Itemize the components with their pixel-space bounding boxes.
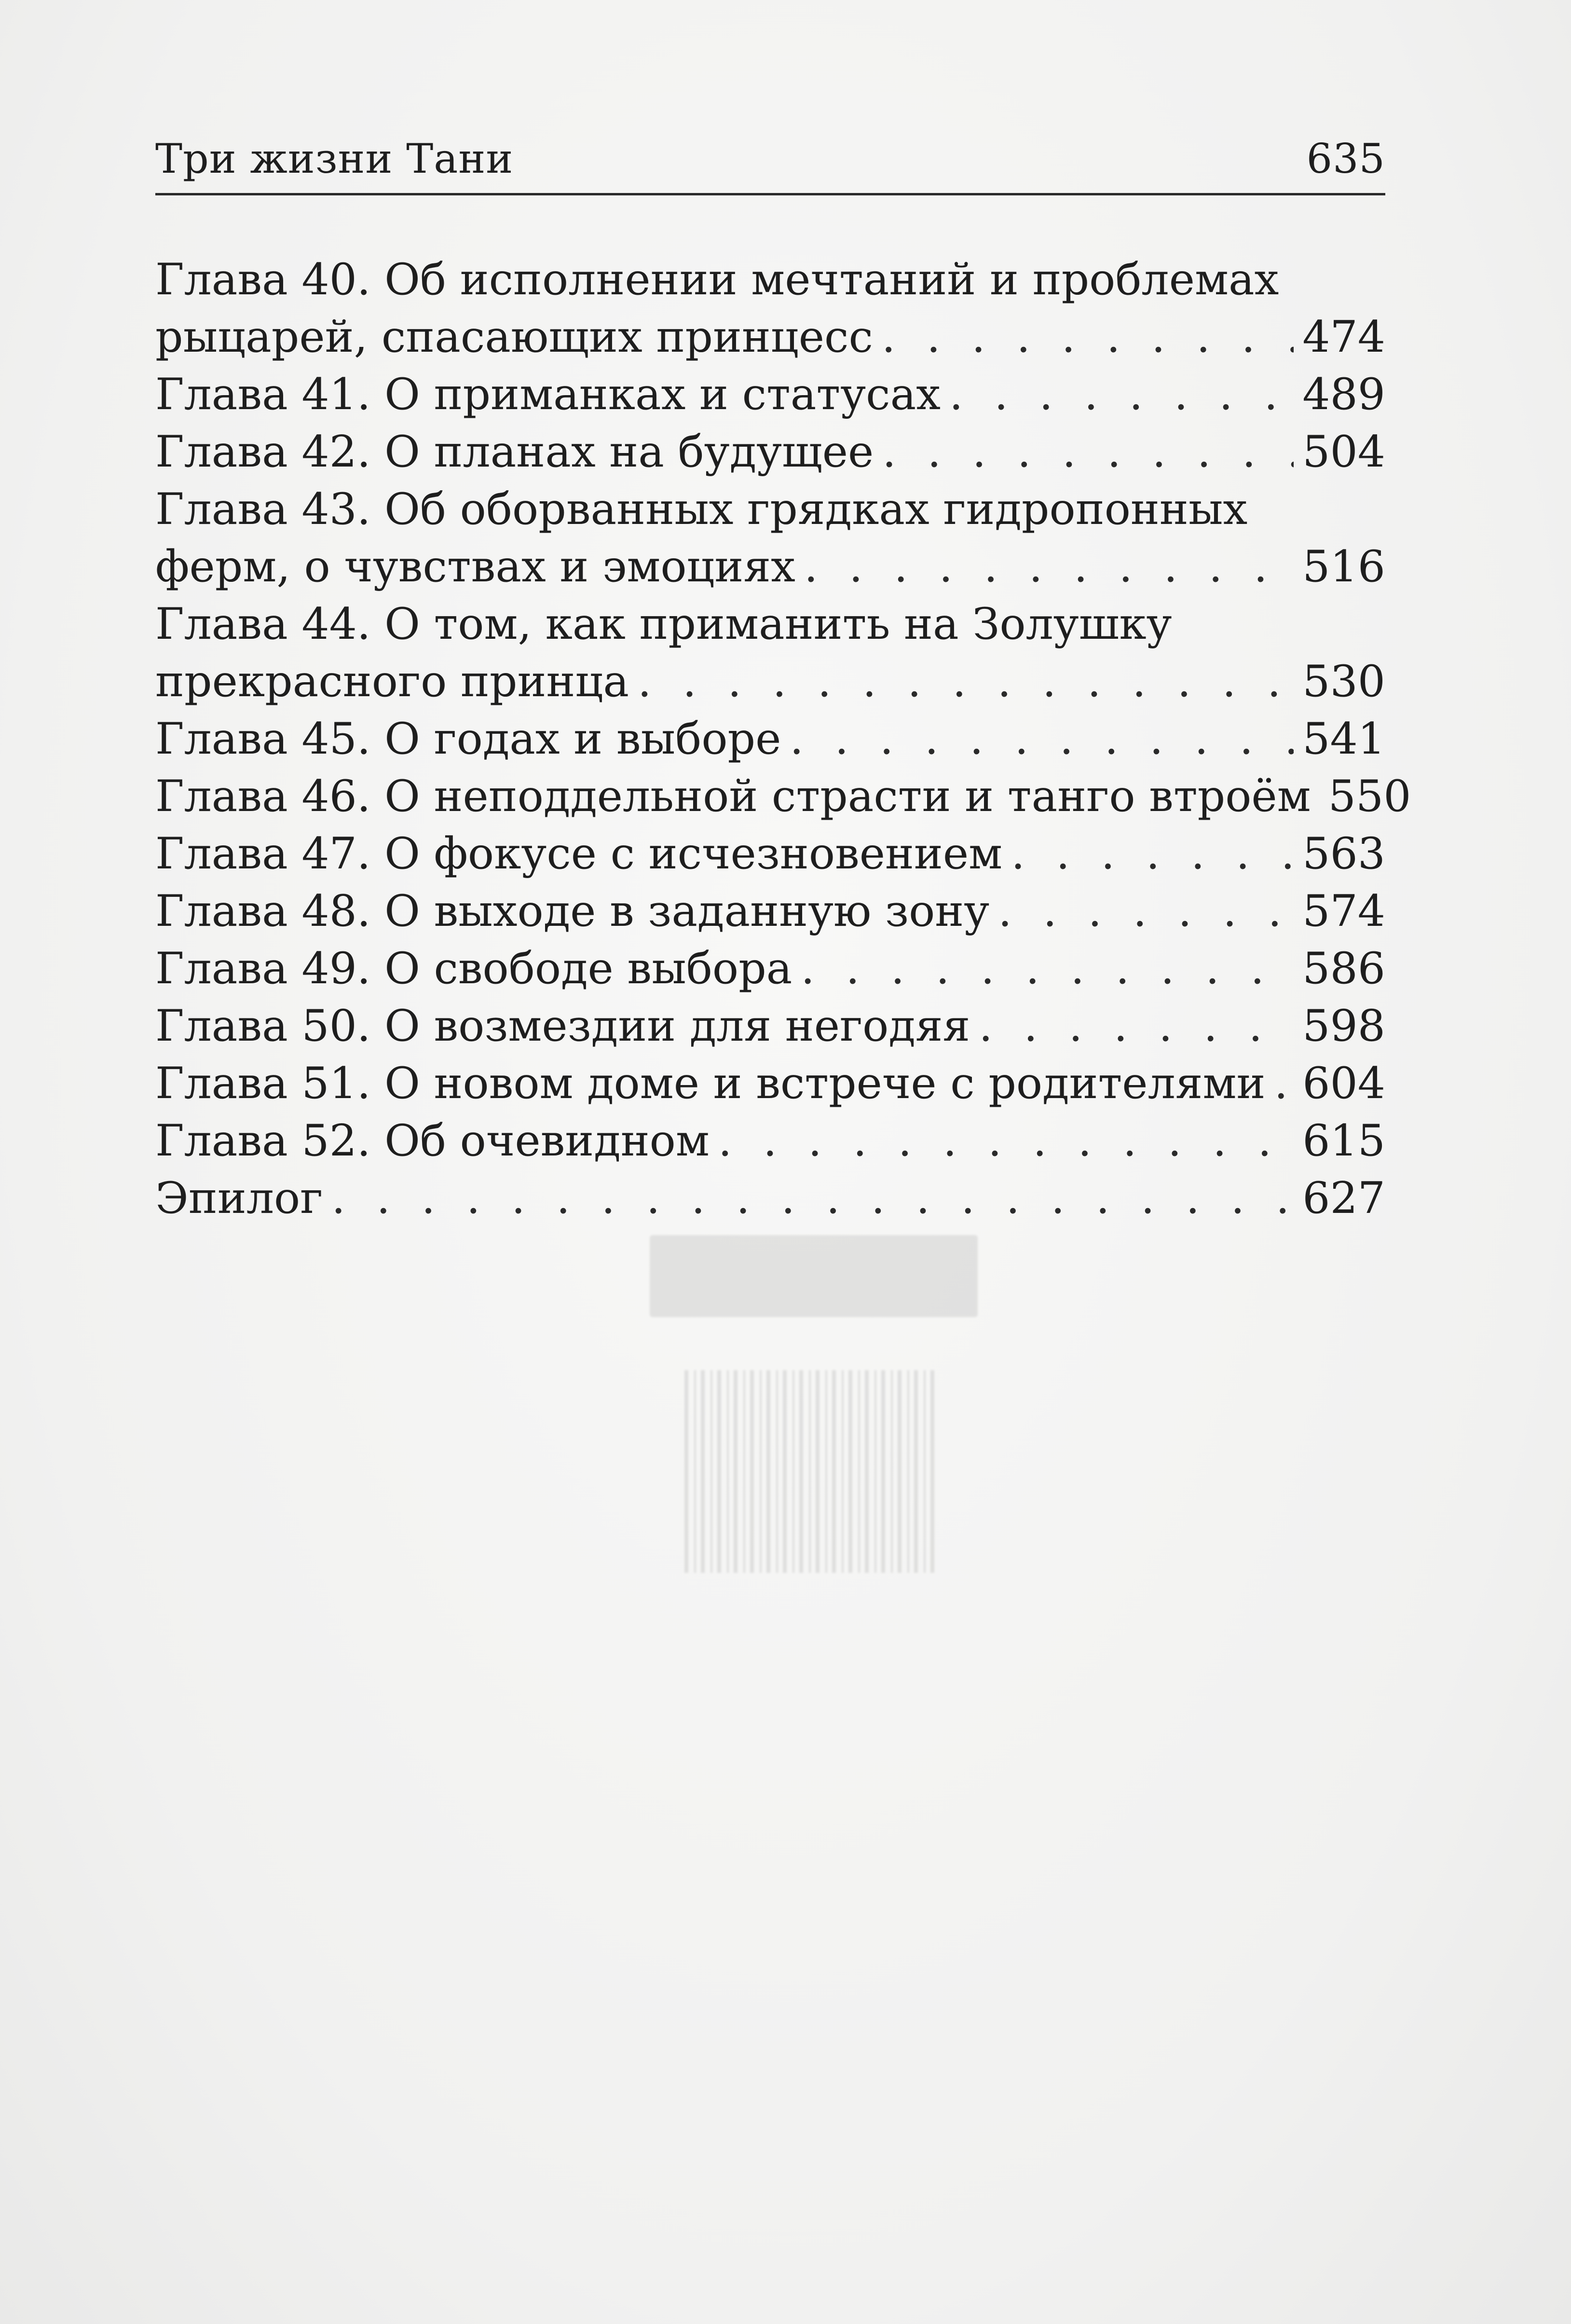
- dot-leader: [638, 653, 1294, 710]
- dot-leader: [718, 1112, 1294, 1169]
- toc-entry-page: 586: [1302, 943, 1385, 994]
- toc-entry-title-line: Глава 46. О неподдельной страсти и танго втроём: [155, 771, 1311, 822]
- toc-entry-title-line: Глава 43. Об оборванных грядках гидропонных: [155, 484, 1248, 535]
- toc-entry: [155, 825, 1385, 882]
- toc-entry-title-line: Глава 45. О годах и выборе: [155, 714, 781, 764]
- toc-entry-page: 474: [1302, 312, 1385, 362]
- toc-entry: [155, 595, 1385, 710]
- toc-entry-page: 604: [1302, 1058, 1385, 1109]
- dot-leader: [882, 308, 1294, 366]
- show-through-barcode: [683, 1370, 934, 1573]
- toc-entry-title-line: ферм, о чувствах и эмоциях: [155, 541, 795, 592]
- toc-entry-page: 574: [1302, 886, 1385, 936]
- page-number: 635: [1306, 135, 1385, 182]
- toc-entry-row: [155, 1112, 1385, 1169]
- toc-entry: [155, 940, 1385, 997]
- toc-entry: [155, 1169, 1385, 1227]
- running-head: [155, 121, 1385, 193]
- table-of-contents: [155, 251, 1411, 1227]
- toc-entry-row: [155, 768, 1411, 825]
- toc-entry: [155, 882, 1385, 940]
- dot-leader: [998, 882, 1294, 940]
- toc-entry-page: 541: [1302, 714, 1385, 764]
- toc-entry: [155, 1055, 1385, 1112]
- toc-entry-title-line: Глава 44. О том, как приманить на Золушку: [155, 599, 1172, 649]
- dot-leader: [979, 997, 1294, 1055]
- toc-entry-row: [155, 1055, 1385, 1112]
- toc-entry-row: [155, 653, 1385, 710]
- dot-leader: [804, 538, 1294, 595]
- toc-entry: [155, 1112, 1385, 1169]
- toc-entry-row: [155, 997, 1385, 1055]
- toc-entry-title-line: Глава 51. О новом доме и встрече с родителями: [155, 1058, 1266, 1109]
- toc-entry-row: [155, 940, 1385, 997]
- toc-entry-row: [155, 1169, 1385, 1227]
- toc-entry-title-line: рыцарей, спасающих принцесс: [155, 312, 873, 362]
- toc-entry: [155, 251, 1385, 366]
- toc-entry-page: 550: [1328, 771, 1411, 822]
- toc-entry-row: [155, 882, 1385, 940]
- toc-entry-row: [155, 308, 1385, 366]
- header-rule: [155, 193, 1385, 195]
- toc-entry-title-line: Глава 40. Об исполнении мечтаний и проблемах: [155, 254, 1279, 305]
- show-through-logo-block: [650, 1235, 978, 1317]
- dot-leader: [1274, 1055, 1294, 1112]
- toc-entry-title-line: Глава 42. О планах на будущее: [155, 426, 874, 477]
- toc-entry-title-line: Глава 47. О фокусе с исчезновением: [155, 828, 1003, 879]
- toc-entry: [155, 366, 1385, 423]
- toc-entry-page: 615: [1302, 1115, 1385, 1166]
- toc-entry-page: 530: [1302, 656, 1385, 707]
- toc-entry: [155, 710, 1385, 768]
- toc-entry-title-line: Глава 41. О приманках и статусах: [155, 369, 941, 420]
- dot-leader: [949, 366, 1294, 423]
- toc-entry-title-line: Эпилог: [155, 1173, 323, 1224]
- dot-leader: [882, 423, 1294, 481]
- toc-entry-row: [155, 366, 1385, 423]
- dot-leader: [801, 940, 1294, 997]
- dot-leader: [1011, 825, 1294, 882]
- toc-entry-row: [155, 825, 1385, 882]
- toc-entry-row: [155, 423, 1385, 481]
- toc-entry-page: 563: [1302, 828, 1385, 879]
- dot-leader: [331, 1169, 1294, 1227]
- toc-entry-title-line: Глава 50. О возмездии для негодяя: [155, 1001, 970, 1051]
- toc-entry-row: [155, 538, 1385, 595]
- toc-entry-page: 598: [1302, 1001, 1385, 1051]
- toc-entry: [155, 481, 1385, 595]
- toc-entry-page: 489: [1302, 369, 1385, 420]
- toc-entry-title-line: Глава 52. Об очевидном: [155, 1115, 710, 1166]
- running-head-title: Три жизни Тани: [155, 135, 514, 182]
- toc-entry: [155, 997, 1385, 1055]
- toc-entry: [155, 768, 1411, 825]
- toc-entry-page: 516: [1302, 541, 1385, 592]
- dot-leader: [790, 710, 1294, 768]
- toc-entry-page: 504: [1302, 426, 1385, 477]
- toc-entry-title-line: Глава 49. О свободе выбора: [155, 943, 792, 994]
- toc-entry-title-line: Глава 48. О выходе в заданную зону: [155, 886, 990, 936]
- toc-entry-page: 627: [1302, 1173, 1385, 1224]
- toc-entry-row: [155, 710, 1385, 768]
- toc-entry-title-line: прекрасного принца: [155, 656, 629, 707]
- toc-entry: [155, 423, 1385, 481]
